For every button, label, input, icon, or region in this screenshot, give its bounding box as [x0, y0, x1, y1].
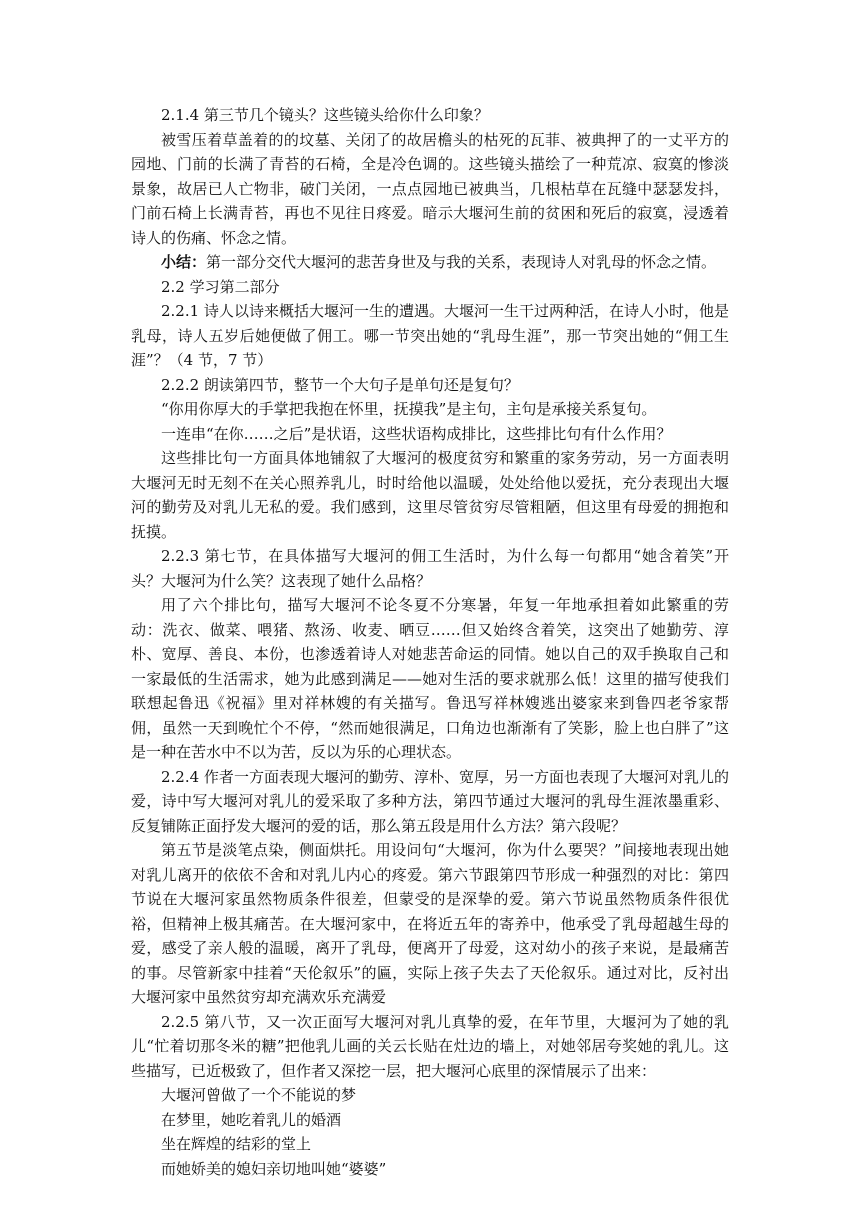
summary-label: 小结： [161, 253, 207, 271]
section-heading-2-2: 2.2 学习第二部分 [161, 277, 280, 296]
summary-paragraph [131, 250, 729, 275]
answer-paragraph: 第五节是淡笔点染，侧面烘托。用设问句“大堰河，你为什么要哭？”间接地表现出她对乳儿离开的依依不舍和对乳儿内心的疼爱。第六节跟第四节形成一种强烈的对比：第四节说在大堰河家虽然物质条件很差，但蒙受的是深挚的爱。第六节说虽然物质条件很优裕，但精神上极其痛苦。在大堰河家中，在将近五年的寄养中，他承受了乳母超越生母的爱，感受了亲人般的温暖，离开了乳母，便离开了母爱，这对幼小的孩子来说，是最痛苦的事。尽管新家中挂着“天伦叙乐”的匾，实际上孩子失去了天伦叙乐。通过对比，反衬出大堰河家中虽然贫穷却充满欢乐充满爱 [131, 841, 729, 1006]
answer-paragraph: 被雪压着草盖着的的坟墓、关闭了的故居檐头的枯死的瓦菲、被典押了的一丈平方的园地、门前的长满了青苔的石椅，全是冷色调的。这些镜头描绘了一种荒凉、寂寞的惨淡景象，故居已人亡物非，破门关闭，一点点园地已被典当，几根枯草在瓦缝中瑟瑟发抖，门前石椅上长满青苔，再也不见往日疼爱。暗示大堰河生前的贫困和死后的寂寞，浸透着诗人的伤痛、怀念之情。 [131, 130, 729, 247]
question-2-2-2: 2.2.2 朗读第四节，整节一个大句子是单句还是复句？ [161, 375, 519, 394]
poem-line: 大堰河曾做了一个不能说的梦 [161, 1086, 357, 1104]
question-2-2-4: 2.2.4 作者一方面表现大堰河的勤劳、淳朴、宽厚，另一方面也表现了大堰河对乳儿的爱，诗中写大堰河对乳儿的爱采取了多种方法，第四节通过大堰河的乳母生涯浓墨重彩、反复铺陈正面抒发大堰河的爱的话，那么第五段是用什么方法？第六段呢？ [131, 767, 729, 835]
answer-paragraph: 用了六个排比句，描写大堰河不论冬夏不分寒暑，年复一年地承担着如此繁重的劳动：洗衣、做菜、喂猪、熬汤、收麦、晒豆……但又始终含着笑，这突出了她勤劳、淳朴、宽厚、善良、本份，也渗透着诗人对她悲苦命运的同情。她以自己的双手换取自己和一家最低的生活需求，她为此感到满足——她对生活的要求就那么低！这里的描写使我们联想起鲁迅《祝福》里对祥林嫂的有关描写。鲁迅写祥林嫂逃出婆家来到鲁四老爷家帮佣，虽然一天到晚忙个不停，“然而她很满足，口角边也渐渐有了笑影，脸上也白胖了”这是一种在苦水中不以为苦，反以为乐的心理状态。 [131, 596, 729, 761]
question-2-1-4: 2.1.4 第三节几个镜头？这些镜头给你什么印象？ [161, 106, 489, 124]
question-2-2-1: 2.2.1 诗人以诗来概括大堰河一生的遭遇。大堰河一生干过两种活，在诗人小时，他是乳母，诗人五岁后她便做了佣工。哪一节突出她的“乳母生涯”，那一节突出她的“佣工生涯”？（4 节，7 节） [131, 302, 729, 369]
answer-paragraph: “你用你厚大的手掌把我抱在怀里，抚摸我”是主句，主句是承接关系复句。 [161, 400, 657, 418]
poem-line: 在梦里，她吃着乳儿的婚酒 [161, 1110, 342, 1129]
question-2-2-5: 2.2.5 第八节，又一次正面写大堰河对乳儿真挚的爱，在年节里，大堰河为了她的乳儿“忙着切那冬米的糖”把他乳儿画的关云长贴在灶边的墙上，对她邻居夸奖她的乳儿。这些描写，已近极致了，但作者又深挖一层，把大堰河心底里的深情展示了出来： [131, 1012, 729, 1080]
poem-line: 而她娇美的媳妇亲切地叫她“婆婆” [161, 1159, 387, 1178]
document-page [131, 103, 729, 1181]
answer-paragraph: 这些排比句一方面具体地铺叙了大堰河的极度贫穷和繁重的家务劳动，另一方面表明大堰河无时无刻不在关心照养乳儿，时时给他以温暖，处处给他以爱抚，充分表现出大堰河的勤劳及对乳儿无私的爱。我们感到，这里尽管贫穷尽管粗陋，但这里有母爱的拥抱和抚摸。 [131, 449, 729, 541]
summary-text: 第一部分交代大堰河的悲苦身世及与我的关系，表现诗人对乳母的怀念之情。 [206, 253, 717, 271]
question-2-2-3: 2.2.3 第七节，在具体描写大堰河的佣工生活时，为什么每一句都用“她含着笑”开头？大堰河为什么笑？这表现了她什么品格？ [131, 547, 729, 590]
poem-quote [131, 1083, 729, 1181]
poem-line: 坐在辉煌的结彩的堂上 [161, 1135, 312, 1153]
answer-paragraph: 一连串“在你……之后”是状语，这些状语构成排比，这些排比句有什么作用？ [161, 424, 672, 443]
